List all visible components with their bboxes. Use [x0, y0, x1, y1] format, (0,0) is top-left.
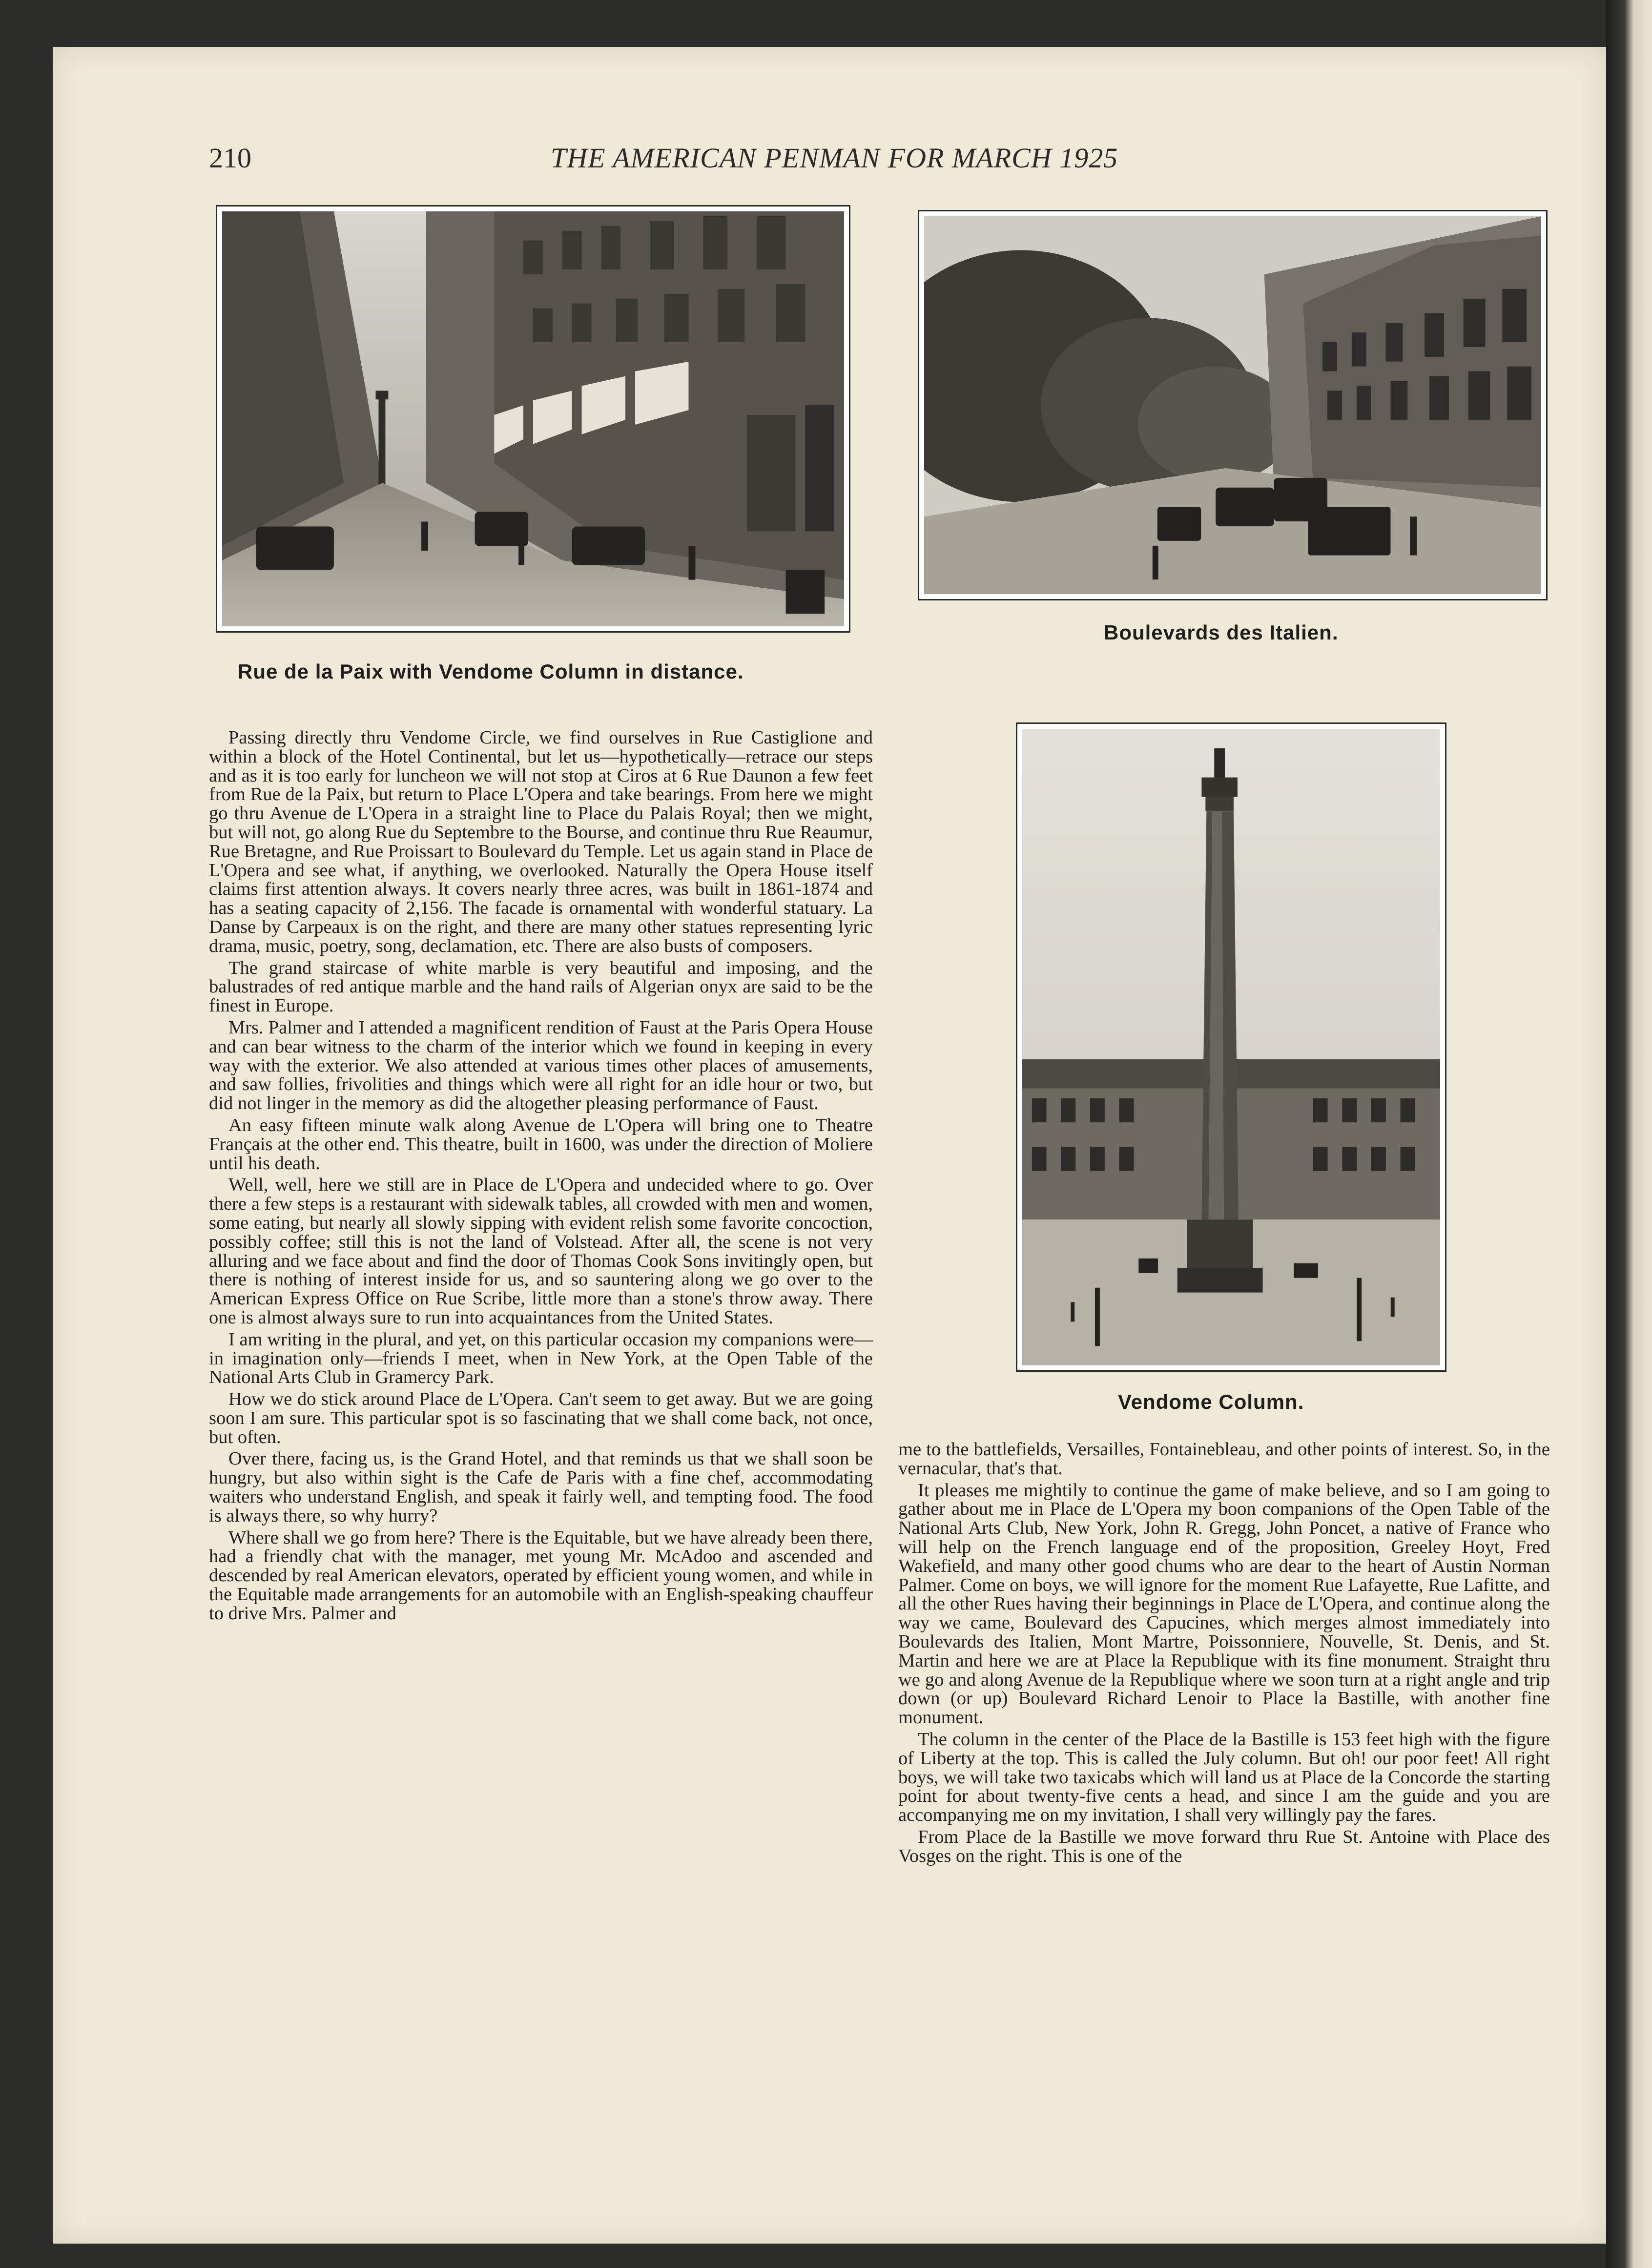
paragraph: me to the battlefields, Versailles, Fontainebleau, and other points of interest. So, in the vernacular, that's that. [898, 1439, 1550, 1479]
paragraph: The column in the center of the Place de la Bastille is 153 feet high with the figure of Liberty at the top. This is called the July column. But oh! our poor feet! All right boys, we will take two taxicabs which will land us at Place de la Concorde the starting point for about twenty-five cents a head, and since I am the guide and you are accompanying me on my invitation, I shall very willingly pay the fares. [898, 1729, 1550, 1826]
paragraph: Well, well, here we still are in Place de L'Opera and undecided where to go. Over there a few steps is a restaurant with sidewalk tables, all crowded with men and women, some eating, but nearly all slowly sipping with evident relish some favorite concoction, possibly coffee; still this is not the land of Volstead. After all, the scene is not very alluring and we face about and find the door of Thomas Cook Sons invitingly open, but there is nothing of interest inside for us, and so sauntering along we go over to the American Express Office on Rue Scribe, little more than a stone's throw away. There one is almost always sure to run into acquaintances from the United States. [209, 1175, 873, 1328]
page-number: 210 [209, 142, 251, 174]
caption-boulevards: Boulevards des Italien. [1104, 621, 1339, 644]
caption-vendome-column: Vendome Column. [1118, 1390, 1304, 1413]
paragraph: Passing directly thru Vendome Circle, we find ourselves in Rue Castiglione and within a block of the Hotel Continental, but let us—hypothetically—retrace our steps and as it is too early for luncheon we will not stop at Ciros at 6 Rue Daunon a few feet from Rue de la Paix, but return to Place L'Opera and take bearings. From here we might go thru Avenue de L'Opera in a straight line to Place du Palais Royal; then we might, but will not, go along Rue du Septembre to the Bourse, and continue thru Rue Reaumur, Rue Bretagne, and Rue Proissart to Boulevard du Temple. Let us again stand in Place de L'Opera and see what, if anything, we overlooked. Naturally the Opera House itself claims first attention always. It covers nearly three acres, was built in 1861-1874 and has a seating capacity of 2,156. The facade is ornamental with wonderful statuary. La Danse by Carpeaux is on the right, and there are many other statues representing lyric drama, music, poetry, song, declamation, etc. There are also busts of composers. [209, 727, 873, 956]
paragraph: Mrs. Palmer and I attended a magnificent rendition of Faust at the Paris Opera House and can bear witness to the charm of the interior which we found in keeping in every way with the exterior. We also attended at various times other places of amusements, and saw follies, frivolities and things which were all right for an idle hour or two, but did not linger in the memory as did the altogether pleasing performance of Faust. [209, 1017, 873, 1114]
column-photo-image [1022, 729, 1440, 1365]
street-photo-image [222, 211, 844, 626]
photo-vendome-column [1016, 722, 1446, 1372]
paragraph: The grand staircase of white marble is very beautiful and imposing, and the balustrades of red antique marble and the hand rails of Algerian onyx are said to be the finest in Europe. [209, 957, 873, 1016]
right-column-text [898, 1440, 1550, 1869]
photo-rue-de-la-paix [216, 205, 850, 633]
running-title: THE AMERICAN PENMAN FOR MARCH 1925 [551, 142, 1118, 174]
photo-boulevards [918, 210, 1548, 600]
paragraph: I am writing in the plural, and yet, on this particular occasion my companions were—in imagination only—friends I meet, when in New York, at the Open Table of the National Arts Club in Gramercy Park. [209, 1329, 873, 1388]
paragraph: Where shall we go from here? There is the Equitable, but we have already been there, had a friendly chat with the manager, met young Mr. McAdoo and ascended and descended by real American elevators, operated by efficient young women, and while in the Equitable made arrangements for an automobile with an English-speaking chauffeur to drive Mrs. Palmer and [209, 1527, 873, 1624]
left-column-text [209, 728, 873, 1626]
paragraph: An easy fifteen minute walk along Avenue de L'Opera will bring one to Theatre Français at the other end. This theatre, built in 1600, was under the direction of Moliere until his death. [209, 1114, 873, 1174]
page-header [209, 142, 1215, 176]
paragraph: How we do stick around Place de L'Opera. Can't seem to get away. But we are going soon I am sure. This particular spot is so fascinating that we shall come back, not once, but often. [209, 1389, 873, 1447]
caption-rue-de-la-paix: Rue de la Paix with Vendome Column in distance. [238, 660, 744, 683]
paragraph: Over there, facing us, is the Grand Hotel, and that reminds us that we shall soon be hungry, but also within sight is the Cafe de Paris with a fine chef, accommodating waiters who understand English, and speak it fairly well, and tempting food. The food is always there, so why hurry? [209, 1448, 873, 1526]
paragraph: From Place de la Bastille we move forward thru Rue St. Antoine with Place des Vosges on the right. This is one of the [898, 1826, 1550, 1866]
book-gutter [1606, 0, 1652, 2268]
paragraph: It pleases me mightily to continue the game of make believe, and so I am going to gather about me in Place de L'Opera my boon companions of the Open Table of the National Arts Club, New York, John R. Gregg, John Poncet, a native of France who will help on the French language end of the proposition, Greeley Hoyt, Fred Wakefield, and many other good chums who are dear to the heart of Austin Norman Palmer. Come on boys, we will ignore for the moment Rue Lafayette, Rue Lafitte, and all the other Rues having their beginnings in Place de L'Opera, and continue along the way we came, Boulevard des Capucines, which merges almost immediately into Boulevards des Italien, Mont Martre, Poissonniere, Nouvelle, St. Denis, and St. Martin and here we are at Place la Republique with its fine monument. Straight thru we go and along Avenue de la Republique where we soon turn at a right angle and trip down (or up) Boulevard Richard Lenoir to Place la Bastille, with another fine monument. [898, 1480, 1550, 1728]
boulevard-photo-image [924, 216, 1541, 594]
